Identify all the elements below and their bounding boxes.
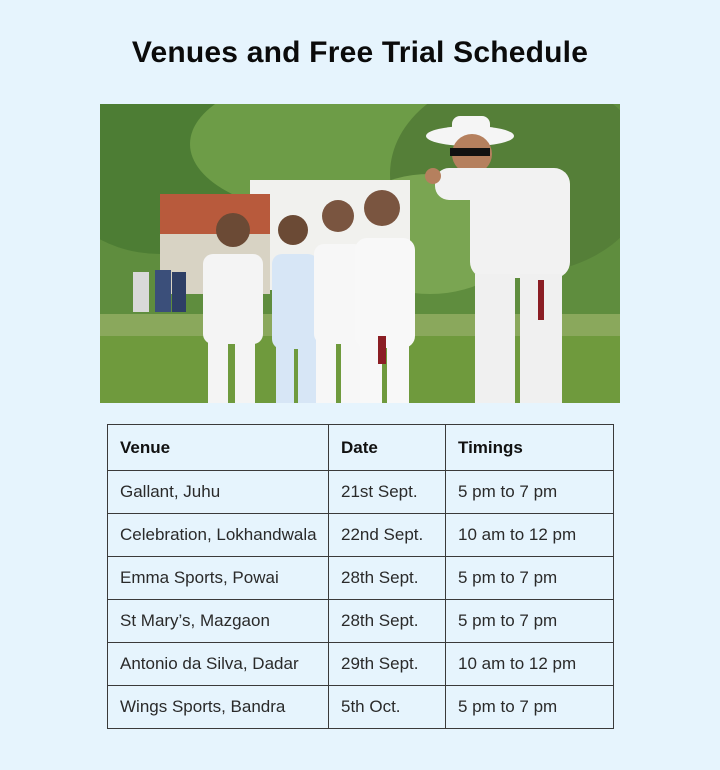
column-header-timings: Timings xyxy=(446,425,614,471)
date-cell: 28th Sept. xyxy=(329,557,446,600)
schedule-table xyxy=(107,424,614,729)
timings-cell: 10 am to 12 pm xyxy=(446,514,614,557)
timings-cell: 10 am to 12 pm xyxy=(446,643,614,686)
date-cell: 22nd Sept. xyxy=(329,514,446,557)
venue-cell: Celebration, Lokhandwala xyxy=(108,514,329,557)
venue-cell: Gallant, Juhu xyxy=(108,471,329,514)
timings-cell: 5 pm to 7 pm xyxy=(446,471,614,514)
page-title: Venues and Free Trial Schedule xyxy=(131,36,589,69)
date-cell: 29th Sept. xyxy=(329,643,446,686)
venue-cell: Emma Sports, Powai xyxy=(108,557,329,600)
date-cell: 5th Oct. xyxy=(329,686,446,729)
timings-cell: 5 pm to 7 pm xyxy=(446,557,614,600)
cricket-coaching-photo xyxy=(100,104,620,403)
timings-cell: 5 pm to 7 pm xyxy=(446,600,614,643)
column-header-venue: Venue xyxy=(108,425,329,471)
table-row xyxy=(108,643,614,686)
venue-cell: Antonio da Silva, Dadar xyxy=(108,643,329,686)
venue-cell: St Mary’s, Mazgaon xyxy=(108,600,329,643)
table-row xyxy=(108,514,614,557)
table-header-row xyxy=(108,425,614,471)
table-row xyxy=(108,600,614,643)
date-cell: 28th Sept. xyxy=(329,600,446,643)
table-row xyxy=(108,686,614,729)
column-header-date: Date xyxy=(329,425,446,471)
table-row xyxy=(108,557,614,600)
date-cell: 21st Sept. xyxy=(329,471,446,514)
venue-cell: Wings Sports, Bandra xyxy=(108,686,329,729)
table-row xyxy=(108,471,614,514)
timings-cell: 5 pm to 7 pm xyxy=(446,686,614,729)
